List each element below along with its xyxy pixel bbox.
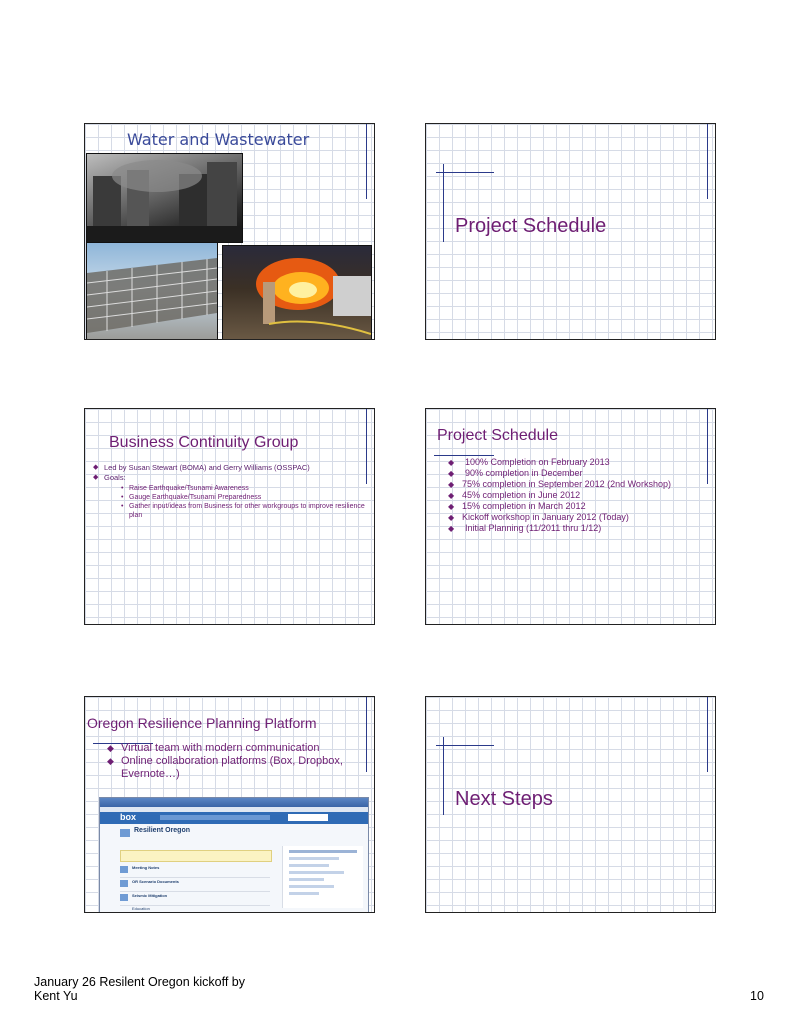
schedule-item: ◆ Initial Planning (11/2011 thru 1/12) — [448, 523, 710, 534]
box-file: Seismic Mitigation — [132, 893, 168, 898]
platform-list — [107, 742, 369, 781]
schedule-item: ◆ 100% Completion on February 2013 — [448, 457, 710, 468]
sub-bullet-item: • Gather input/ideas from Business for other workgroups to improve resilience plan — [121, 502, 373, 520]
industrial-structure-photo — [86, 242, 218, 340]
decorative-line — [436, 745, 494, 746]
sub-bullet-item: • Gauge Earthquake/Tsunami Preparedness — [121, 493, 373, 502]
bullet-list — [93, 463, 373, 520]
box-file: Meeting Notes — [132, 865, 160, 870]
slide-title: Oregon Resilience Planning Platform — [87, 715, 317, 731]
schedule-item: ◆ 45% completion in June 2012 — [448, 490, 710, 501]
decorative-line — [707, 697, 708, 772]
slide-next-steps — [425, 696, 716, 913]
historic-fire-photo — [86, 153, 243, 243]
box-file: OR Scenario Documents — [132, 879, 179, 884]
schedule-item: ◆ 75% completion in September 2012 (2nd Workshop) — [448, 479, 710, 490]
slide-title: Water and Wastewater — [127, 130, 310, 149]
fire-scene-photo — [222, 245, 372, 340]
slide-project-schedule-title — [425, 123, 716, 340]
slide-title: Business Continuity Group — [109, 434, 299, 451]
slide-project-schedule-list — [425, 408, 716, 625]
footer-line: January 26 Resilent Oregon kickoff by — [34, 975, 245, 989]
slide-business-continuity — [84, 408, 375, 625]
decorative-line — [436, 172, 494, 173]
footer-caption — [34, 975, 245, 1003]
slide-water-wastewater — [84, 123, 375, 340]
platform-item: ◆ Virtual team with modern communication — [107, 742, 369, 755]
page-number: 10 — [750, 989, 764, 1003]
platform-item: ◆ Online collaboration platforms (Box, Dropbox, Evernote…) — [107, 755, 369, 781]
sub-bullet-item: • Raise Earthquake/Tsunami Awareness — [121, 484, 373, 493]
box-screenshot — [99, 797, 369, 913]
decorative-line — [434, 455, 494, 456]
decorative-line — [366, 124, 367, 199]
schedule-item: ◆ Kickoff workshop in January 2012 (Today) — [448, 512, 710, 523]
footer-line: Kent Yu — [34, 989, 78, 1003]
schedule-list — [448, 457, 710, 534]
decorative-line — [707, 124, 708, 199]
decorative-line — [443, 164, 444, 242]
bullet-item: ◆ Goals: — [93, 473, 373, 483]
schedule-item: ◆ 15% completion in March 2012 — [448, 501, 710, 512]
slide-resilience-platform — [84, 696, 375, 913]
schedule-item: ◆ 90% completion in December — [448, 468, 710, 479]
box-logo: box — [120, 812, 137, 822]
bullet-item: ◆ Led by Susan Stewart (BOMA) and Gerry Williams (OSSPAC) — [93, 463, 373, 473]
slide-title: Project Schedule — [455, 215, 607, 237]
slide-title: Project Schedule — [437, 427, 558, 444]
slide-title: Next Steps — [455, 788, 553, 810]
decorative-line — [443, 737, 444, 815]
box-folder-title: Resilient Oregon — [134, 827, 191, 834]
box-file: Education — [132, 906, 150, 911]
